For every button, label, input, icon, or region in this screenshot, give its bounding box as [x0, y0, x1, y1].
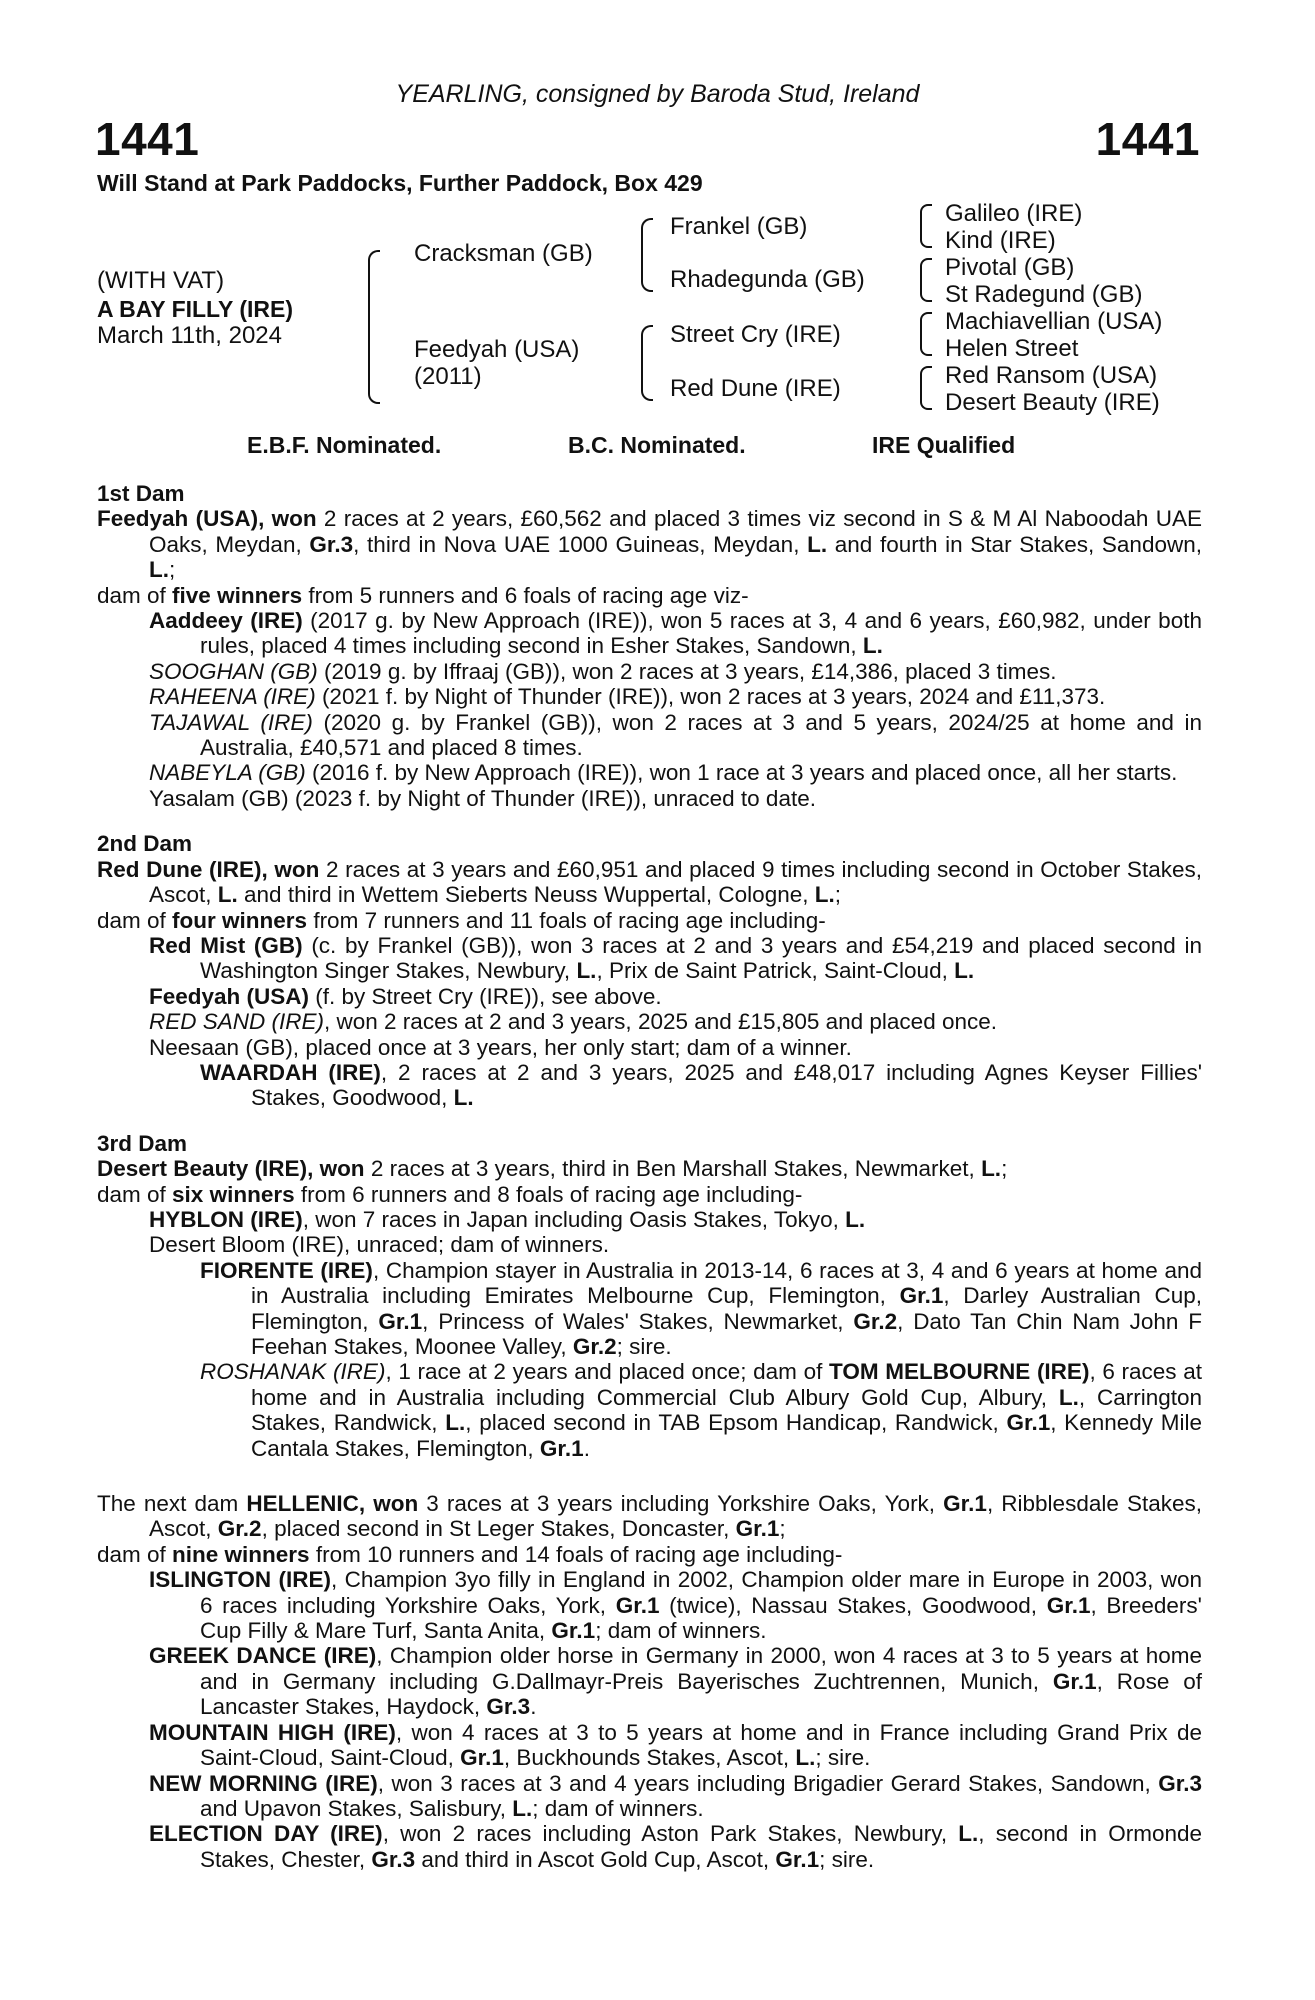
record-text: , Ribblesdale Stakes, Ascot,	[149, 1491, 1202, 1542]
record-text: , Princess of Wales' Stakes, Newmarket,	[422, 1308, 854, 1334]
progeny-name: SOOGHAN (GB)	[149, 658, 318, 684]
record-text: Yasalam (GB) (2023 f. by Night of Thunder (IRE)), unraced to date.	[149, 785, 816, 811]
dam-record	[97, 1156, 1202, 1181]
record-text: Desert Bloom (IRE), unraced; dam of winners.	[149, 1232, 610, 1258]
record-text: , Champion stayer in Australia in 2013-14, 6 races at 3, 4 and 6 years at home and in Australia including Emirates Melbourne Cup, Flemington,	[251, 1257, 1203, 1309]
listed-label: L.	[445, 1410, 466, 1436]
record-text: ; sire.	[616, 1334, 672, 1359]
record-text: ;	[169, 557, 176, 583]
first-dam-section	[97, 481, 1202, 811]
won-label: , won	[307, 1156, 365, 1182]
section-heading: 3rd Dam	[97, 1130, 188, 1156]
record-text: .	[583, 1435, 590, 1461]
consignment-line: YEARLING, consigned by Baroda Stud, Ireland	[395, 80, 920, 108]
record-text: , Kennedy Mile Cantala Stakes, Flemington,	[251, 1410, 1202, 1461]
record-text: , Champion 3yo filly in England in 2002, Champion older mare in Europe in 2003, won 6 races including Yorkshire Oaks, York,	[200, 1567, 1202, 1618]
grade-label: Gr.2	[853, 1308, 898, 1334]
listed-label: L.	[862, 633, 883, 659]
record-text: 2 races at 3 years, third in Ben Marshall Stakes, Newmarket,	[364, 1156, 982, 1182]
record-text: ;	[1001, 1156, 1008, 1182]
listed-label: L.	[845, 1206, 866, 1232]
listed-label: L.	[1058, 1384, 1079, 1410]
section-heading: 2nd Dam	[97, 831, 193, 857]
ancestor-st-radegund: St Radegund (GB)	[945, 281, 1143, 308]
sire-name: Cracksman (GB)	[414, 240, 593, 267]
progeny-name: NEW MORNING (IRE)	[149, 1770, 378, 1796]
pedigree-brace	[368, 250, 380, 404]
record-text: , won 3 races at 3 and 4 years including Brigadier Gerard Stakes, Sandown,	[377, 1770, 1159, 1796]
progeny-name: MOUNTAIN HIGH (IRE)	[149, 1719, 396, 1745]
progeny-name: RED SAND (IRE)	[149, 1009, 325, 1035]
record-text: 2 races at 3 years and £60,951 and placed 9 times including second in October Stakes, Ascot,	[149, 856, 1202, 908]
pedigree-brace	[641, 218, 653, 292]
record-text: ;	[779, 1516, 786, 1542]
grade-label: Gr.3	[1158, 1770, 1202, 1796]
pedigree-brace	[920, 258, 932, 302]
record-text: , 6 races at home and in Australia including Commercial Club Albury Gold Cup, Albury,	[251, 1359, 1202, 1410]
listed-label: L.	[814, 882, 835, 908]
ire-qualified: IRE Qualified	[872, 432, 1016, 458]
record-text: , won 2 races at 2 and 3 years, 2025 and £15,805 and placed once.	[324, 1009, 998, 1035]
progeny-entry	[97, 1258, 1202, 1360]
ancestor-red-ransom: Red Ransom (USA)	[945, 362, 1158, 389]
progeny-entry	[97, 608, 1202, 659]
third-dam-section	[97, 1131, 1202, 1461]
progeny-name: WAARDAH (IRE)	[200, 1059, 381, 1085]
record-text: , Champion older horse in Germany in 2000, won 4 races at 3 to 5 years at home and in Germany including G.Dallmayr-Preis Bayerisches Zuchtrennen, Munich,	[200, 1643, 1203, 1694]
listed-label: L.	[795, 1745, 816, 1771]
dam-of-line	[97, 1542, 1202, 1567]
progeny-name: RAHEENA (IRE)	[149, 684, 316, 710]
grade-label: Gr.2	[572, 1334, 617, 1359]
winners-count: four winners	[172, 907, 308, 933]
record-text: and Upavon Stakes, Salisbury,	[200, 1795, 513, 1821]
won-label: , won	[261, 856, 320, 882]
second-dam-section	[97, 831, 1202, 1110]
record-text: Neesaan (GB), placed once at 3 years, her only start; dam of a winner.	[149, 1034, 852, 1060]
grade-label: Gr.1	[735, 1516, 780, 1542]
progeny-name: NABEYLA (GB)	[149, 760, 306, 786]
ancestor-machiavellian: Machiavellian (USA)	[945, 308, 1163, 335]
record-text: dam of	[97, 1181, 173, 1207]
record-text: , Darley Australian Cup, Flemington,	[251, 1283, 1202, 1334]
pedigree-brace	[920, 312, 932, 356]
ancestor-desert-beauty: Desert Beauty (IRE)	[945, 389, 1160, 416]
grade-label: Gr.3	[371, 1846, 416, 1872]
pedigree-brace	[920, 204, 932, 248]
bc-nominated: B.C. Nominated.	[568, 432, 746, 458]
ancestor-kind: Kind (IRE)	[945, 227, 1056, 254]
record-text: and third in Wettem Sieberts Neuss Wuppertal, Cologne,	[237, 882, 815, 908]
record-text: , won 7 races in Japan including Oasis Stakes, Tokyo,	[302, 1206, 846, 1232]
grade-label: Gr.1	[943, 1491, 987, 1517]
progeny-name: Red Mist (GB)	[149, 932, 303, 958]
progeny-name: ELECTION DAY (IRE)	[149, 1821, 383, 1847]
progeny-name: FIORENTE (IRE)	[200, 1257, 373, 1283]
record-text: 2 races at 2 years, £60,562 and placed 3 times viz second in S & M Al Naboodah UAE Oaks, Meydan,	[149, 506, 1202, 557]
vat-note: (WITH VAT)	[97, 267, 225, 294]
record-text: from 10 runners and 14 foals of racing age including-	[309, 1541, 843, 1567]
record-text: ; dam of winners.	[532, 1795, 704, 1821]
ancestor-pivotal: Pivotal (GB)	[945, 254, 1075, 281]
dam-name: Desert Beauty (IRE)	[97, 1156, 308, 1182]
progeny-entry	[97, 1207, 1202, 1232]
progeny-entry	[97, 1720, 1202, 1771]
grade-label: Gr.3	[309, 531, 354, 557]
progeny-entry	[97, 1035, 1202, 1060]
record-text: , Rose of Lancaster Stakes, Haydock,	[200, 1668, 1203, 1720]
dam-name: HELLENIC	[246, 1491, 359, 1517]
progeny-entry	[97, 659, 1202, 684]
record-text: , 1 race at 2 years and placed once; dam of	[385, 1359, 830, 1385]
progeny-name: Feedyah (USA)	[149, 983, 310, 1009]
lot-number-left: 1441	[95, 113, 200, 165]
record-text: (2020 g. by Frankel (GB)), won 2 races at 3 and 5 years, 2024/25 at home and in Australia, £40,571 and placed 8 times.	[200, 709, 1202, 761]
record-text: (2017 g. by New Approach (IRE)), won 5 races at 3, 4 and 6 years, £60,982, under both rules, placed 4 times including second in Esher Stakes, Sandown,	[200, 608, 1202, 659]
won-label: , won	[258, 506, 317, 532]
dam-name: Red Dune (IRE)	[97, 856, 262, 882]
grade-label: Gr.3	[486, 1694, 531, 1720]
dam-record	[97, 857, 1202, 908]
record-text: , second in Ormonde Stakes, Chester,	[200, 1821, 1202, 1872]
listed-label: L.	[958, 1821, 979, 1847]
record-text: , Carrington Stakes, Randwick,	[251, 1384, 1203, 1436]
sire-dam-name: Rhadegunda (GB)	[670, 266, 865, 293]
record-text: ; sire.	[815, 1745, 871, 1771]
catalogue-body	[97, 481, 1202, 1872]
record-text: (2016 f. by New Approach (IRE)), won 1 race at 3 years and placed once, all her starts.	[305, 760, 1178, 786]
dam-of-line	[97, 583, 1202, 608]
record-text: from 5 runners and 6 foals of racing age viz-	[302, 582, 749, 608]
sire-sire-name: Frankel (GB)	[670, 213, 808, 240]
record-text: dam of	[97, 907, 173, 933]
grade-label: Gr.1	[460, 1745, 504, 1771]
listed-label: L.	[576, 958, 597, 984]
record-text: dam of	[97, 1541, 173, 1567]
grade-label: Gr.1	[1006, 1410, 1051, 1436]
progeny-name: TOM MELBOURNE (IRE)	[829, 1359, 1090, 1385]
record-text: (2021 f. by Night of Thunder (IRE)), won 2 races at 3 years, 2024 and £11,373.	[315, 684, 1106, 710]
record-text: .	[530, 1694, 537, 1720]
progeny-name: TAJAWAL (IRE)	[149, 709, 313, 735]
record-text: and fourth in Star Stakes, Sandown,	[827, 531, 1202, 557]
record-text: (c. by Frankel (GB)), won 3 races at 2 and 3 years and £54,219 and placed second in Washington Singer Stakes, Newbury,	[200, 932, 1202, 984]
listed-label: L.	[512, 1795, 533, 1821]
listed-label: L.	[149, 557, 169, 583]
record-text: , won 4 races at 3 to 5 years at home and in France including Grand Prix de Saint-Cloud, Saint-Cloud,	[200, 1719, 1202, 1771]
stand-location: Will Stand at Park Paddocks, Further Paddock, Box 429	[97, 170, 703, 196]
pedigree-brace	[641, 325, 653, 401]
record-text: , won 2 races including Aston Park Stakes, Newbury,	[382, 1821, 959, 1847]
foaling-date: March 11th, 2024	[97, 322, 283, 349]
progeny-entry	[97, 933, 1202, 984]
record-text: , Prix de Saint Patrick, Saint-Cloud,	[596, 958, 955, 984]
listed-label: L.	[217, 882, 238, 908]
record-text: and third in Ascot Gold Cup, Ascot,	[415, 1846, 776, 1872]
progeny-entry	[97, 984, 1202, 1009]
progeny-entry	[97, 1060, 1202, 1111]
record-text: (f. by Street Cry (IRE)), see above.	[309, 983, 662, 1009]
record-text: , placed second in TAB Epsom Handicap, Randwick,	[465, 1410, 1007, 1436]
progeny-entry	[97, 1567, 1202, 1643]
listed-label: L.	[981, 1156, 1002, 1182]
progeny-entry	[97, 1232, 1202, 1257]
grade-label: Gr.1	[1046, 1592, 1091, 1618]
dam-of-line	[97, 908, 1202, 933]
record-text: from 6 runners and 8 foals of racing age including-	[294, 1181, 803, 1207]
dam-record	[97, 1491, 1202, 1542]
progeny-entry	[97, 710, 1202, 761]
lot-horse-name: A BAY FILLY (IRE)	[97, 296, 293, 322]
progeny-entry	[97, 1643, 1202, 1719]
dam-record	[97, 506, 1202, 582]
dam-name: Feedyah (USA)	[414, 336, 580, 363]
listed-label: L.	[954, 958, 975, 984]
winners-count: five winners	[172, 582, 303, 608]
grade-label: Gr.1	[378, 1308, 423, 1334]
grade-label: Gr.2	[217, 1516, 262, 1542]
grade-label: Gr.1	[539, 1435, 584, 1461]
record-text: , third in Nova UAE 1000 Guineas, Meydan,	[353, 531, 808, 557]
progeny-entry	[97, 786, 1202, 811]
record-text: ; sire.	[819, 1846, 875, 1872]
record-text: , Breeders' Cup Filly & Mare Turf, Santa Anita,	[200, 1592, 1202, 1644]
progeny-name: Aaddeey (IRE)	[149, 608, 303, 634]
progeny-entry	[97, 760, 1202, 785]
winners-count: nine winners	[172, 1541, 310, 1567]
record-text: from 7 runners and 11 foals of racing age including-	[307, 907, 826, 933]
progeny-name: HYBLON (IRE)	[149, 1206, 303, 1232]
record-text: (twice), Nassau Stakes, Goodwood,	[659, 1592, 1047, 1618]
listed-label: L.	[453, 1085, 474, 1111]
ancestor-galileo: Galileo (IRE)	[945, 200, 1083, 227]
record-text: dam of	[97, 582, 173, 608]
pedigree-brace	[920, 366, 932, 410]
progeny-name: ROSHANAK (IRE)	[200, 1359, 386, 1385]
won-label: , won	[358, 1491, 419, 1517]
lot-number-right: 1441	[1095, 113, 1200, 165]
winners-count: six winners	[172, 1181, 295, 1207]
fourth-dam-section	[97, 1491, 1202, 1872]
progeny-entry	[97, 1771, 1202, 1822]
record-text: ;	[834, 882, 842, 908]
record-text: ; dam of winners.	[595, 1618, 767, 1644]
record-text: 3 races at 3 years including Yorkshire Oaks, York,	[418, 1491, 944, 1517]
grade-label: Gr.1	[551, 1618, 596, 1644]
progeny-entry	[97, 1821, 1202, 1872]
record-text: (2019 g. by Iffraaj (GB)), won 2 races at 3 years, £14,386, placed 3 times.	[317, 658, 1057, 684]
progeny-name: ISLINGTON (IRE)	[149, 1567, 331, 1593]
progeny-name: GREEK DANCE (IRE)	[149, 1643, 377, 1669]
progeny-entry	[97, 684, 1202, 709]
ancestor-helen-street: Helen Street	[945, 335, 1079, 362]
listed-label: L.	[807, 531, 828, 557]
grade-label: Gr.1	[615, 1592, 660, 1618]
dam-dam-name: Red Dune (IRE)	[670, 375, 841, 402]
dam-of-line	[97, 1182, 1202, 1207]
ebf-nominated: E.B.F. Nominated.	[247, 432, 442, 458]
progeny-entry	[97, 1359, 1202, 1461]
record-text: , placed second in St Leger Stakes, Doncaster,	[261, 1516, 736, 1542]
grade-label: Gr.1	[775, 1846, 820, 1872]
progeny-entry	[97, 1009, 1202, 1034]
dam-name: Feedyah (USA)	[97, 506, 259, 532]
record-text: , 2 races at 2 and 3 years, 2025 and £48,017 including Agnes Keyser Fillies' Stakes, Goodwood,	[251, 1059, 1203, 1111]
dam-year: (2011)	[414, 363, 482, 390]
grade-label: Gr.1	[1052, 1668, 1097, 1694]
record-text: The next dam	[97, 1491, 247, 1517]
grade-label: Gr.1	[899, 1283, 944, 1309]
record-text: , Buckhounds Stakes, Ascot,	[503, 1745, 796, 1771]
dam-sire-name: Street Cry (IRE)	[670, 321, 841, 348]
section-heading: 1st Dam	[97, 481, 185, 506]
record-text: , Dato Tan Chin Nam John F Feehan Stakes, Moonee Valley,	[251, 1308, 1202, 1359]
